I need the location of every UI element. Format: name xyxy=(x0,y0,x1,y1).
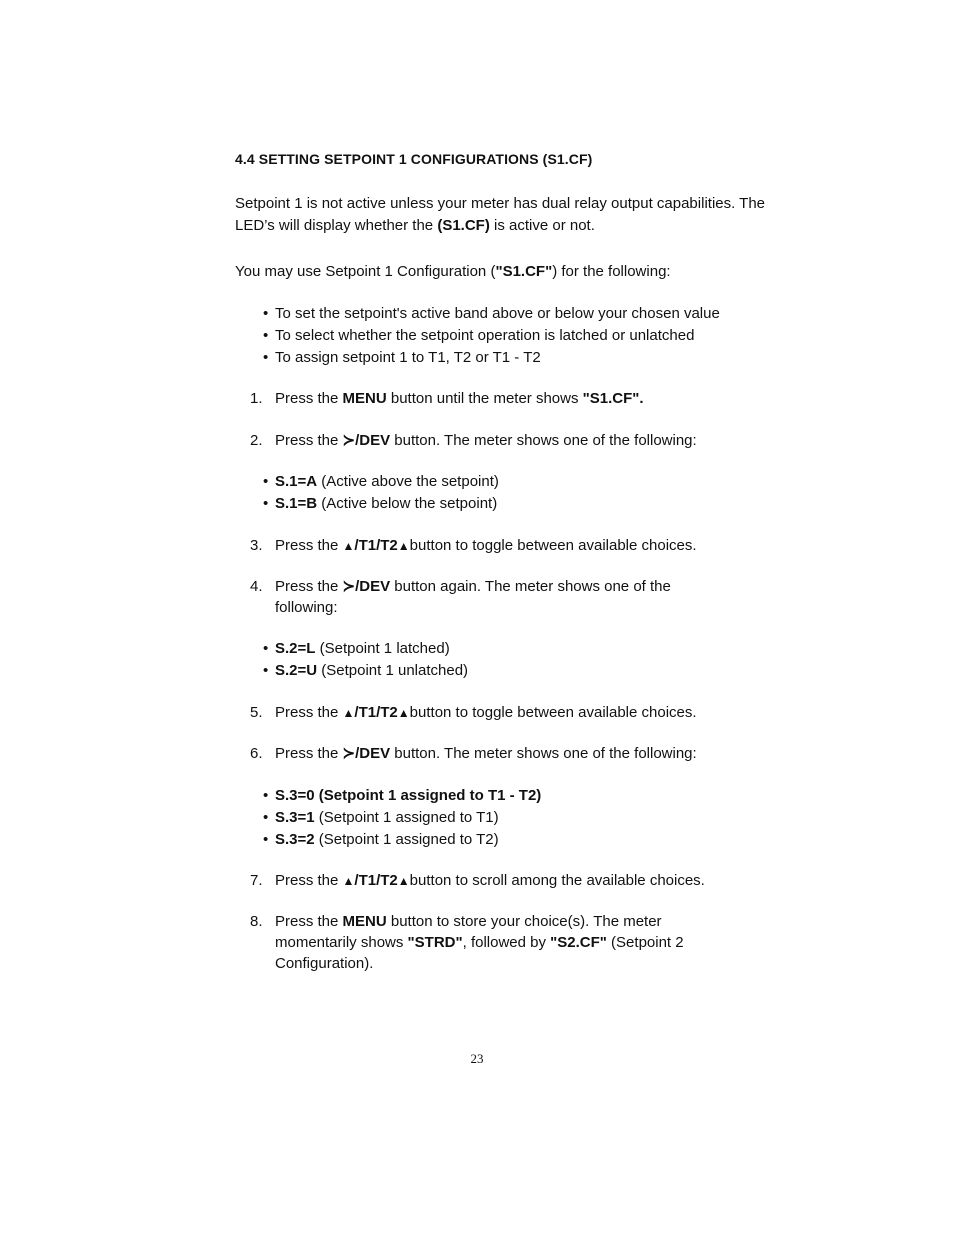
option-code: S.3=0 (Setpoint 1 assigned to T1 - T2) xyxy=(275,787,542,804)
step-2 xyxy=(250,430,770,451)
list-item: • To set the setpoint's active band above or below your chosen value xyxy=(263,303,720,325)
step-text-part: Press the xyxy=(275,872,343,889)
step-text-part: button to toggle between available choices. xyxy=(409,704,697,721)
dev-button-label: ≻/DEV xyxy=(342,745,391,762)
step-text-part: Press the xyxy=(275,913,343,930)
step-text xyxy=(275,743,770,764)
step-number: 6. xyxy=(250,745,263,762)
intro-text-end: is active or not. xyxy=(489,217,595,234)
page-number: 23 xyxy=(470,1051,484,1066)
t1-t2-button-label: /T1/T2 xyxy=(354,872,398,889)
t1-t2-button-label: /T1/T2 xyxy=(354,537,398,554)
usage-bold: "S1.CF" xyxy=(495,263,553,280)
step-number: 7. xyxy=(250,872,263,889)
intro-bold: (S1.CF) xyxy=(437,217,490,234)
display-code: "S2.CF" xyxy=(550,934,607,951)
option-desc: (Active above the setpoint) xyxy=(317,473,499,490)
step-text xyxy=(275,576,695,618)
intro-text: Setpoint 1 is not active unless your meter has dual relay output capabilities. The LED’s will display whether the xyxy=(235,195,766,234)
step-text-part: button. The meter shows one of the following: xyxy=(390,432,697,449)
option-code: S.1=A xyxy=(275,473,318,490)
up-triangle-icon: ▲ xyxy=(397,539,410,553)
step-text-part: Press the xyxy=(275,537,343,554)
step-number: 1. xyxy=(250,390,263,407)
usage-paragraph xyxy=(235,261,795,283)
step-number: 5. xyxy=(250,704,263,721)
step-text-part: Press the xyxy=(275,578,343,595)
option-desc: (Setpoint 1 latched) xyxy=(315,640,450,657)
step-text xyxy=(275,388,770,409)
step-6 xyxy=(250,743,770,764)
step-text-part: Press the xyxy=(275,390,343,407)
step-text-part: button to store your choice(s). The meter momentarily shows xyxy=(275,913,662,951)
list-item xyxy=(263,785,541,807)
up-triangle-icon: ▲ xyxy=(397,706,410,720)
list-item xyxy=(263,493,499,515)
list-item xyxy=(263,471,499,493)
step-number: 3. xyxy=(250,537,263,554)
step-text xyxy=(275,911,715,974)
menu-button-label: MENU xyxy=(342,913,387,930)
step-text-part: , followed by xyxy=(462,934,551,951)
option-code: S.2=L xyxy=(275,640,316,657)
option-desc: (Setpoint 1 unlatched) xyxy=(317,662,469,679)
section-heading: 4.4 SETTING SETPOINT 1 CONFIGURATIONS (S1.CF) xyxy=(235,151,593,167)
step-text-part: button. The meter shows one of the following: xyxy=(390,745,697,762)
step-text-part: Press the xyxy=(275,745,343,762)
list-item xyxy=(263,807,541,829)
step-5 xyxy=(250,702,770,724)
option-code: S.1=B xyxy=(275,495,318,512)
step-text xyxy=(275,430,770,451)
step-number: 4. xyxy=(250,578,263,595)
step-1 xyxy=(250,388,770,409)
list-item xyxy=(263,638,468,660)
step-text-part: Press the xyxy=(275,432,343,449)
option-code: S.3=2 xyxy=(275,831,315,848)
up-triangle-icon: ▲ xyxy=(397,874,410,888)
up-triangle-icon: ▲ xyxy=(342,874,355,888)
step-text xyxy=(275,870,770,892)
s2-option-list xyxy=(263,638,468,682)
list-item: • To select whether the setpoint operation is latched or unlatched xyxy=(263,325,720,347)
option-desc: (Setpoint 1 assigned to T1) xyxy=(314,809,499,826)
step-8 xyxy=(250,911,770,974)
usage-text: You may use Setpoint 1 Configuration ( xyxy=(235,263,496,280)
step-text-part: button again. The meter shows one of the following: xyxy=(275,578,671,616)
step-4 xyxy=(250,576,770,618)
list-item xyxy=(263,829,541,851)
step-text-part: Press the xyxy=(275,704,343,721)
option-desc: (Active below the setpoint) xyxy=(317,495,498,512)
menu-button-label: MENU xyxy=(342,390,387,407)
dev-button-label: ≻/DEV xyxy=(342,578,391,595)
list-item: • To assign setpoint 1 to T1, T2 or T1 - T2 xyxy=(263,347,720,369)
t1-t2-button-label: /T1/T2 xyxy=(354,704,398,721)
intro-paragraph xyxy=(235,193,795,237)
step-text-part: button to scroll among the available choices. xyxy=(409,872,705,889)
s3-option-list xyxy=(263,785,541,851)
up-triangle-icon: ▲ xyxy=(342,706,355,720)
list-item xyxy=(263,660,468,682)
usage-bullet-list xyxy=(263,303,720,369)
step-text-part: button to toggle between available choices. xyxy=(409,537,697,554)
step-number: 2. xyxy=(250,432,263,449)
option-desc: (Setpoint 1 assigned to T2) xyxy=(314,831,499,848)
step-text-part: button until the meter shows xyxy=(386,390,583,407)
s1-option-list xyxy=(263,471,499,515)
option-code: S.3=1 xyxy=(275,809,315,826)
step-text-part: (Setpoint 2 Configuration). xyxy=(275,934,684,972)
step-text xyxy=(275,702,770,724)
dev-button-label: ≻/DEV xyxy=(342,432,391,449)
step-7 xyxy=(250,870,770,892)
step-text xyxy=(275,535,770,557)
up-triangle-icon: ▲ xyxy=(342,539,355,553)
option-code: S.2=U xyxy=(275,662,318,679)
step-3 xyxy=(250,535,770,557)
step-number: 8. xyxy=(250,913,263,930)
display-code: "STRD" xyxy=(407,934,463,951)
display-code: "S1.CF". xyxy=(582,390,644,407)
usage-text-end: ) for the following: xyxy=(552,263,671,280)
